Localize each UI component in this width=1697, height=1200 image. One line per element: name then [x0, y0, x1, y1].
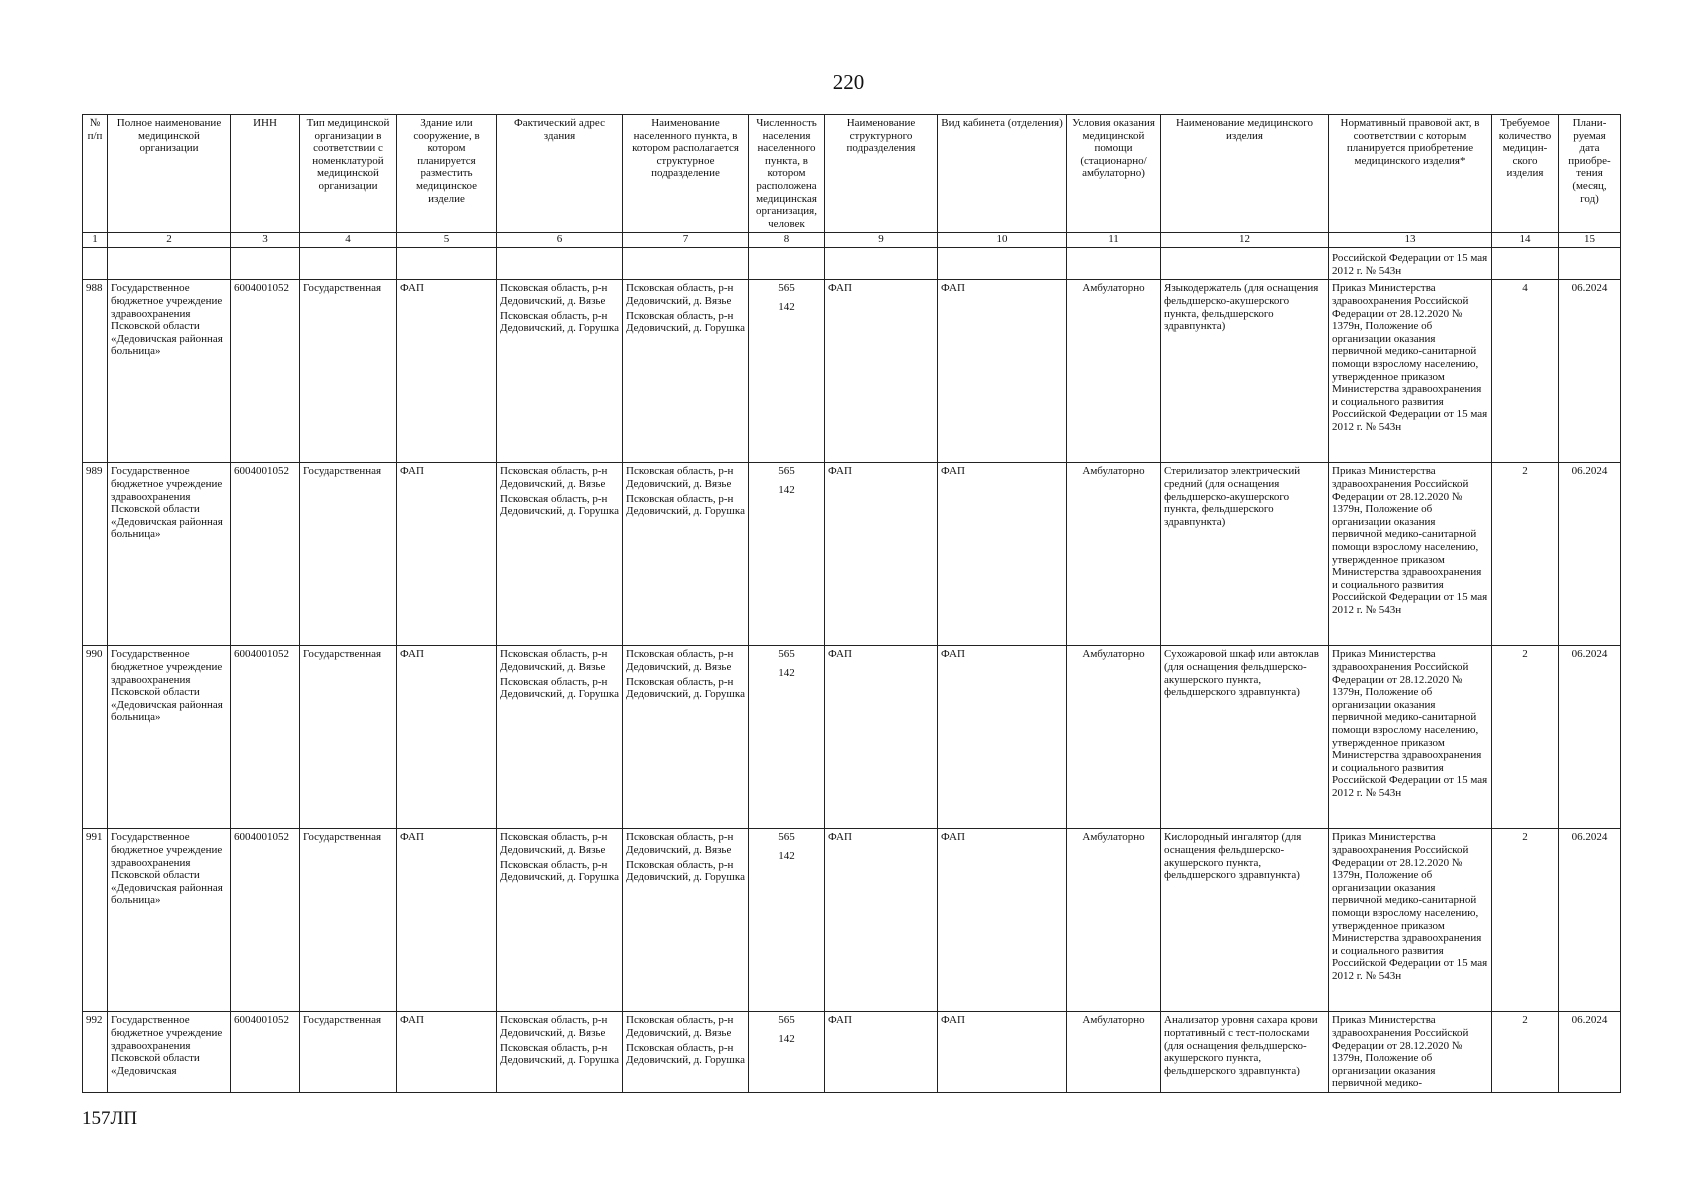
actual-address: [497, 1012, 623, 1093]
settlement-line: Псковская область, р-н Дедовичский, д. Горушка: [626, 858, 745, 884]
column-number: 2: [108, 233, 231, 248]
structural-unit: ФАП: [825, 280, 938, 463]
address-line: Псковская область, р-н Дедовичский, д. Вязье: [500, 465, 608, 490]
device-name: Стерилизатор электрический средний (для оснащения фельдшерско-акушерского пункта, фельдшерского здравпункта): [1161, 463, 1329, 646]
column-number: 8: [749, 233, 825, 248]
address-line: Псковская область, р-н Дедовичский, д. Горушка: [500, 1041, 619, 1067]
population: [749, 280, 825, 463]
population: [749, 829, 825, 1012]
address-line: Псковская область, р-н Дедовичский, д. Вязье: [500, 648, 608, 673]
population-value: 565: [778, 1014, 795, 1027]
population-value: 565: [778, 465, 795, 478]
header-cell: Требуемое количество медицин-ского изделия: [1492, 115, 1559, 233]
continuation-row: [83, 248, 1621, 280]
inn: 6004001052: [231, 1012, 300, 1093]
address-line: Псковская область, р-н Дедовичский, д. Горушка: [500, 309, 619, 335]
column-number: 4: [300, 233, 397, 248]
header-cell: Полное наименование медицинской организации: [108, 115, 231, 233]
quantity: 2: [1492, 463, 1559, 646]
column-number-row: [83, 233, 1621, 248]
equipment-table: [82, 114, 1621, 1093]
legal-act: Приказ Министерства здравоохранения Российской Федерации от 28.12.2020 № 1379н, Положение об организации оказания первичной медико-санитарной помощи взрослому населению, утвержденное приказом Министерства здравоохранения и социального развития Российской Федерации от 15 мая 2012 г. № 543н: [1329, 463, 1492, 646]
care-conditions: Амбулаторно: [1067, 829, 1161, 1012]
row-number: 990: [83, 646, 108, 829]
building: ФАП: [397, 829, 497, 1012]
organization-type: Государственная: [300, 646, 397, 829]
population: [749, 463, 825, 646]
organization-name: Государственное бюджетное учреждение здравоохранения Псковской области «Дедовичская районная больница»: [108, 829, 231, 1012]
column-number: 5: [397, 233, 497, 248]
header-cell: Нормативный правовой акт, в соответствии с которым планируется приобретение медицинского изделия*: [1329, 115, 1492, 233]
continuation-text: Российской Федерации от 15 мая 2012 г. № 543н: [1329, 248, 1492, 280]
cabinet-type: ФАП: [938, 280, 1067, 463]
settlement-line: Псковская область, р-н Дедовичский, д. Вязье: [626, 465, 734, 490]
table-row: [83, 646, 1621, 829]
care-conditions: Амбулаторно: [1067, 280, 1161, 463]
purchase-date: 06.2024: [1559, 463, 1621, 646]
legal-act: Приказ Министерства здравоохранения Российской Федерации от 28.12.2020 № 1379н, Положение об организации оказания первичной медико-санитарной помощи взрослому населению, утвержденное приказом Министерства здравоохранения и социального развития Российской Федерации от 15 мая 2012 г. № 543н: [1329, 280, 1492, 463]
inn: 6004001052: [231, 463, 300, 646]
settlement-line: Псковская область, р-н Дедовичский, д. Горушка: [626, 1041, 745, 1067]
device-name: Анализатор уровня сахара крови портативный с тест-полосками (для оснащения фельдшерско-акушерского пункта, фельдшерского здравпункта): [1161, 1012, 1329, 1093]
row-number: 989: [83, 463, 108, 646]
population-value: 142: [778, 483, 795, 496]
population: [749, 646, 825, 829]
settlement-line: Псковская область, р-н Дедовичский, д. Горушка: [626, 675, 745, 701]
table-row: [83, 463, 1621, 646]
header-cell: Условия оказания медицинской помощи (стационарно/ амбулаторно): [1067, 115, 1161, 233]
column-number: 7: [623, 233, 749, 248]
settlement-line: Псковская область, р-н Дедовичский, д. Горушка: [626, 309, 745, 335]
legal-act: Приказ Министерства здравоохранения Российской Федерации от 28.12.2020 № 1379н, Положение об организации оказания первичной медико-санитарной помощи взрослому населению, утвержденное приказом Министерства здравоохранения и социального развития Российской Федерации от 15 мая 2012 г. № 543н: [1329, 829, 1492, 1012]
settlement-name: [623, 280, 749, 463]
organization-name: Государственное бюджетное учреждение здравоохранения Псковской области «Дедовичская районная больница»: [108, 463, 231, 646]
population-value: 142: [778, 300, 795, 313]
row-number: 988: [83, 280, 108, 463]
population-value: 142: [778, 849, 795, 862]
structural-unit: ФАП: [825, 463, 938, 646]
row-number: 991: [83, 829, 108, 1012]
purchase-date: 06.2024: [1559, 829, 1621, 1012]
structural-unit: ФАП: [825, 646, 938, 829]
organization-name: Государственное бюджетное учреждение здравоохранения Псковской области «Дедовичская районная больница»: [108, 646, 231, 829]
column-number: 11: [1067, 233, 1161, 248]
settlement-line: Псковская область, р-н Дедовичский, д. Горушка: [626, 492, 745, 518]
column-number: 3: [231, 233, 300, 248]
column-number: 9: [825, 233, 938, 248]
building: ФАП: [397, 280, 497, 463]
address-line: Псковская область, р-н Дедовичский, д. Вязье: [500, 1014, 608, 1039]
care-conditions: Амбулаторно: [1067, 463, 1161, 646]
actual-address: [497, 646, 623, 829]
quantity: 2: [1492, 829, 1559, 1012]
organization-type: Государственная: [300, 829, 397, 1012]
building: ФАП: [397, 1012, 497, 1093]
settlement-name: [623, 463, 749, 646]
care-conditions: Амбулаторно: [1067, 646, 1161, 829]
header-cell: Численность населения населенного пункта, в котором расположена медицинская организация, человек: [749, 115, 825, 233]
organization-name: Государственное бюджетное учреждение здравоохранения Псковской области «Дедовичская: [108, 1012, 231, 1093]
cabinet-type: ФАП: [938, 829, 1067, 1012]
header-cell: Тип медицинской организации в соответствии с номенклатурой медицинской организации: [300, 115, 397, 233]
document-code: 157ЛП: [82, 1108, 138, 1129]
header-cell: Наименование медицинского изделия: [1161, 115, 1329, 233]
settlement-line: Псковская область, р-н Дедовичский, д. Вязье: [626, 1014, 734, 1039]
cabinet-type: ФАП: [938, 463, 1067, 646]
quantity: 2: [1492, 1012, 1559, 1093]
quantity: 4: [1492, 280, 1559, 463]
care-conditions: Амбулаторно: [1067, 1012, 1161, 1093]
header-cell: Плани-руемая дата приобре-тения (месяц, год): [1559, 115, 1621, 233]
population-value: 565: [778, 648, 795, 661]
row-number: 992: [83, 1012, 108, 1093]
population-value: 142: [778, 1032, 795, 1045]
population-value: 142: [778, 666, 795, 679]
address-line: Псковская область, р-н Дедовичский, д. Вязье: [500, 282, 608, 307]
quantity: 2: [1492, 646, 1559, 829]
settlement-line: Псковская область, р-н Дедовичский, д. Вязье: [626, 648, 734, 673]
purchase-date: 06.2024: [1559, 280, 1621, 463]
population: [749, 1012, 825, 1093]
inn: 6004001052: [231, 646, 300, 829]
organization-name: Государственное бюджетное учреждение здравоохранения Псковской области «Дедовичская районная больница»: [108, 280, 231, 463]
header-cell: Наименование структурного подразделения: [825, 115, 938, 233]
header-row: [83, 115, 1621, 233]
structural-unit: ФАП: [825, 1012, 938, 1093]
header-cell: Наименование населенного пункта, в котором располагается структурное подразделение: [623, 115, 749, 233]
column-number: 1: [83, 233, 108, 248]
header-cell: Вид кабинета (отделения): [938, 115, 1067, 233]
structural-unit: ФАП: [825, 829, 938, 1012]
purchase-date: 06.2024: [1559, 1012, 1621, 1093]
page-number: 220: [832, 70, 865, 94]
organization-type: Государственная: [300, 1012, 397, 1093]
address-line: Псковская область, р-н Дедовичский, д. Горушка: [500, 675, 619, 701]
address-line: Псковская область, р-н Дедовичский, д. Горушка: [500, 858, 619, 884]
legal-act: Приказ Министерства здравоохранения Российской Федерации от 28.12.2020 № 1379н, Положение об организации оказания первичной медико-: [1329, 1012, 1492, 1093]
organization-type: Государственная: [300, 463, 397, 646]
header-cell: Здание или сооружение, в котором планируется разместить медицинское изделие: [397, 115, 497, 233]
settlement-line: Псковская область, р-н Дедовичский, д. Вязье: [626, 282, 734, 307]
building: ФАП: [397, 463, 497, 646]
settlement-name: [623, 829, 749, 1012]
settlement-line: Псковская область, р-н Дедовичский, д. Вязье: [626, 831, 734, 856]
organization-type: Государственная: [300, 280, 397, 463]
legal-act: Приказ Министерства здравоохранения Российской Федерации от 28.12.2020 № 1379н, Положение об организации оказания первичной медико-санитарной помощи взрослому населению, утвержденное приказом Министерства здравоохранения и социального развития Российской Федерации от 15 мая 2012 г. № 543н: [1329, 646, 1492, 829]
column-number: 14: [1492, 233, 1559, 248]
column-number: 15: [1559, 233, 1621, 248]
device-name: Языкодержатель (для оснащения фельдшерско-акушерского пункта, фельдшерского здравпункта): [1161, 280, 1329, 463]
inn: 6004001052: [231, 280, 300, 463]
building: ФАП: [397, 646, 497, 829]
column-number: 13: [1329, 233, 1492, 248]
column-number: 6: [497, 233, 623, 248]
purchase-date: 06.2024: [1559, 646, 1621, 829]
actual-address: [497, 280, 623, 463]
actual-address: [497, 463, 623, 646]
column-number: 10: [938, 233, 1067, 248]
population-value: 565: [778, 282, 795, 295]
settlement-name: [623, 1012, 749, 1093]
settlement-name: [623, 646, 749, 829]
inn: 6004001052: [231, 829, 300, 1012]
cabinet-type: ФАП: [938, 646, 1067, 829]
population-value: 565: [778, 831, 795, 844]
column-number: 12: [1161, 233, 1329, 248]
table-row: [83, 280, 1621, 463]
header-cell: № п/п: [83, 115, 108, 233]
cabinet-type: ФАП: [938, 1012, 1067, 1093]
address-line: Псковская область, р-н Дедовичский, д. Вязье: [500, 831, 608, 856]
table-row: [83, 829, 1621, 1012]
header-cell: ИНН: [231, 115, 300, 233]
address-line: Псковская область, р-н Дедовичский, д. Горушка: [500, 492, 619, 518]
actual-address: [497, 829, 623, 1012]
device-name: Кислородный ингалятор (для оснащения фельдшерско-акушерского пункта, фельдшерского здравпункта): [1161, 829, 1329, 1012]
header-cell: Фактический адрес здания: [497, 115, 623, 233]
device-name: Сухожаровой шкаф или автоклав (для оснащения фельдшерско-акушерского пункта, фельдшерского здравпункта): [1161, 646, 1329, 829]
table-row: [83, 1012, 1621, 1093]
